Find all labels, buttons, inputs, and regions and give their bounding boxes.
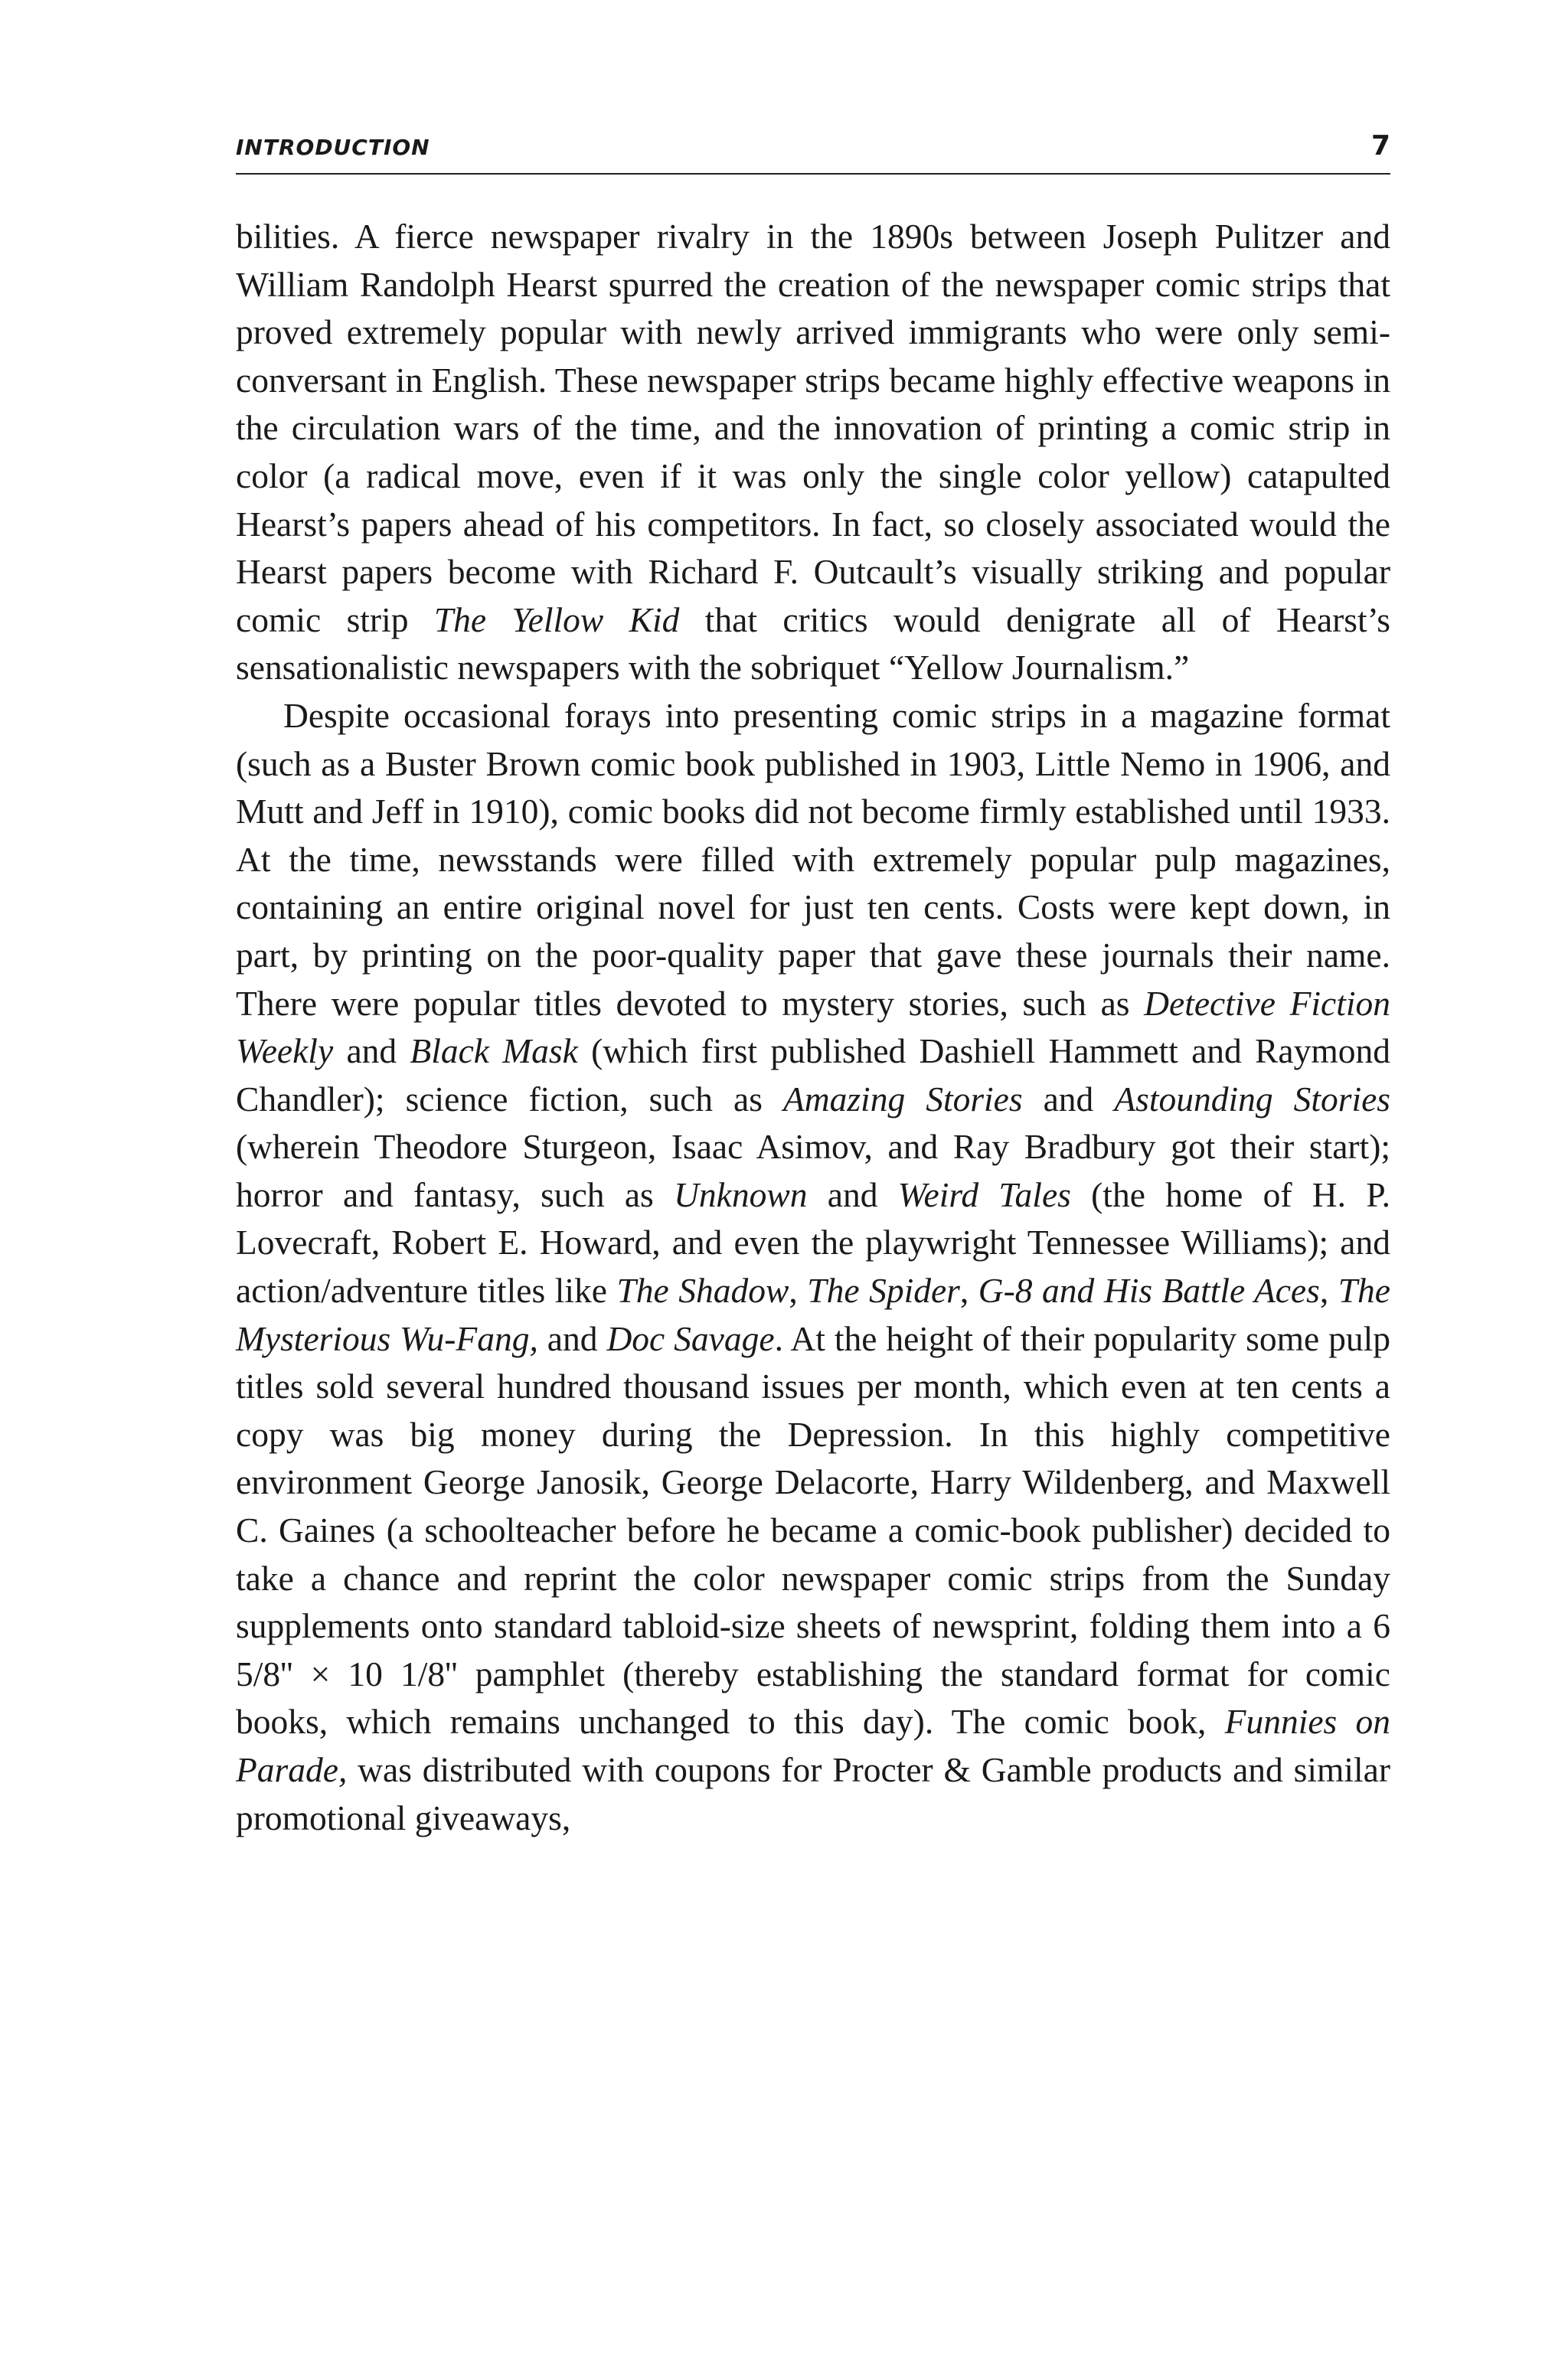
italic-title: Unknown bbox=[674, 1174, 808, 1214]
italic-title: The Yellow Kid bbox=[433, 599, 680, 639]
text-segment: was distributed with coupons for Procter & Gamble products and similar promotional giveaways, bbox=[236, 1750, 1390, 1837]
paragraph-2 bbox=[236, 692, 1390, 1842]
italic-title: Doc Savage bbox=[606, 1318, 775, 1358]
italic-title: G-8 and His Battle Aces bbox=[978, 1271, 1320, 1311]
italic-title: Astounding Stories bbox=[1114, 1079, 1390, 1119]
paragraph-1 bbox=[236, 213, 1390, 692]
text-segment: (the home of H. P. Lovecraft, Robert E. Howard, and even the playwright Tennessee Williams); and action/adventure titles like bbox=[236, 1174, 1390, 1311]
text-segment: bilities. A fierce newspaper rivalry in the 1890s between Joseph Pulitzer and William Randolph Hearst spurred the creation of the newspaper comic strips that proved extremely popular with newly arrived immigrants who were only semi-conversant in English. These newspaper strips became highly effective weapons in the circulation wars of the time, and the innovation of printing a comic strip in color (a radical move, even if it was only the single color yellow) catapulted Hearst’s papers ahead of his competitors. In fact, so closely associated would the Hearst papers become with Richard F. Outcault’s visually striking and popular comic strip bbox=[236, 217, 1390, 639]
text-segment: , bbox=[959, 1271, 978, 1311]
text-segment: and bbox=[537, 1318, 607, 1358]
text-segment: and bbox=[1022, 1079, 1115, 1119]
italic-title: The Shadow bbox=[616, 1271, 789, 1311]
italic-title: The Mysterious Wu-Fang, bbox=[236, 1271, 1390, 1358]
italic-title: Black Mask bbox=[410, 1031, 578, 1071]
text-segment: (which first published Dashiell Hammett and Raymond Chandler); science fiction, such as bbox=[236, 1031, 1390, 1119]
text-segment: , bbox=[789, 1271, 808, 1311]
body-text bbox=[236, 213, 1390, 1842]
page-number: 7 bbox=[1370, 130, 1390, 162]
italic-title: Funnies on Parade, bbox=[236, 1702, 1390, 1789]
italic-title: The Spider bbox=[807, 1271, 960, 1311]
text-segment: . At the height of their popularity some pulp titles sold several hundred thousand issues per month, which even at ten cents a copy was big money during the Depression. In this highly competitive environment George Janosik, George Delacorte, Harry Wildenberg, and Maxwell C. Gaines (a schoolteacher before he became a comic-book publisher) decided to take a chance and reprint the color newspaper comic strips from the Sunday supplements onto standard tabloid-size sheets of newsprint, folding them into a 6 5/8'' × 10 1/8'' pamphlet (thereby establishing the standard format for comic books, which remains unchanged to this day). The comic book, bbox=[236, 1318, 1390, 1742]
text-segment: Despite occasional forays into presenting comic strips in a magazine format (such as a Buster Brown comic book published in 1903, Little Nemo in 1906, and Mutt and Jeff in 1910), comic books did not become firmly established until 1933. At the time, newsstands were filled with extremely popular pulp magazines, containing an entire original novel for just ten cents. Costs were kept down, in part, by printing on the poor-quality paper that gave these journals their name. There were popular titles devoted to mystery stories, such as bbox=[236, 695, 1390, 1023]
italic-title: Amazing Stories bbox=[782, 1079, 1023, 1119]
italic-title: Weird Tales bbox=[897, 1174, 1071, 1214]
text-segment: and bbox=[333, 1031, 410, 1071]
running-head bbox=[236, 132, 1390, 175]
text-segment: (wherein Theodore Sturgeon, Isaac Asimov, and Ray Bradbury got their start); horror and fantasy, such as bbox=[236, 1127, 1390, 1214]
text-segment: that critics would denigrate all of Hearst’s sensationalistic newspapers with the sobriquet “Yellow Journalism.” bbox=[236, 599, 1390, 687]
italic-title: Detective Fiction Weekly bbox=[236, 983, 1390, 1071]
section-title: INTRODUCTION bbox=[236, 135, 430, 160]
text-segment: and bbox=[807, 1174, 898, 1214]
text-segment: , bbox=[1319, 1271, 1338, 1311]
